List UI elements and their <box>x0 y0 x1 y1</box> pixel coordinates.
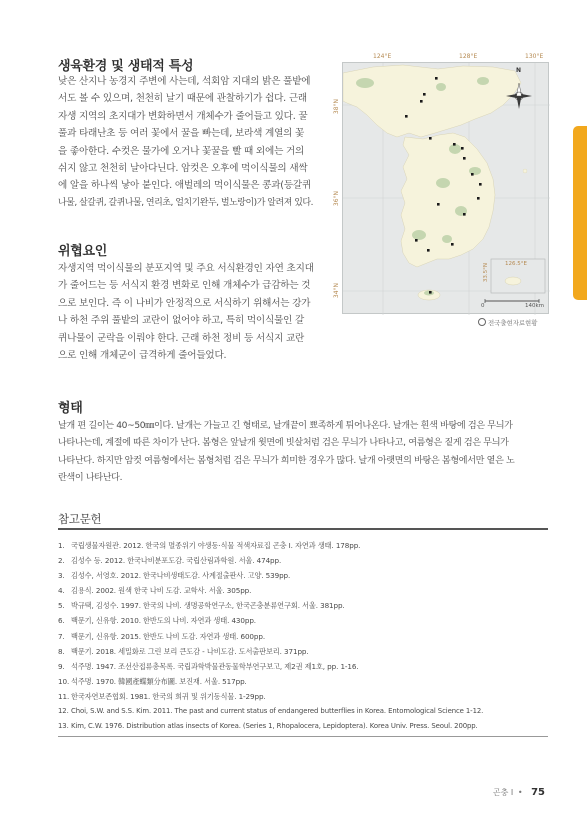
list-item: 3. 김성수, 서영호. 2012. 한국나비생태도감. 사계절출판사. 고양. 539pp. <box>58 571 291 581</box>
footer-section: 곤충 I <box>492 788 514 797</box>
source-icon <box>478 318 486 326</box>
lat-label-34: 34°N <box>333 283 340 299</box>
text-line: 서도 볼 수 있으며, 천천히 날기 때문에 관찰하기가 쉽다. 근래 <box>58 93 307 105</box>
morphology-paragraph <box>58 418 558 488</box>
lat-label-36: 36°N <box>333 191 340 207</box>
list-item: 4. 김용식. 2002. 원색 한국 나비 도감. 교학사. 서울. 305pp. <box>58 586 252 596</box>
lon-label-128: 128°E <box>459 53 478 60</box>
north-land <box>343 65 521 137</box>
text-line: 을 좋아한다. 수컷은 물가에 오거나 꽃꿀을 빨 때 외에는 거의 <box>58 145 305 157</box>
map-source <box>478 318 537 327</box>
habitat-paragraph <box>58 73 333 212</box>
section-title-threat: 위협요인 <box>58 244 108 259</box>
list-item: 10. 석주명. 1970. 韓國產蝶類分布圖. 보진재. 서울. 517pp. <box>58 676 247 686</box>
text-line: 낮은 산지나 농경지 주변에 사는데, 석회암 지대의 밝은 풀밭에 <box>58 76 311 87</box>
scale-end-label: 140km <box>525 303 545 309</box>
text-line: 가 줄어드는 등 서식지 환경 변화로 인해 개체수가 급감하는 것 <box>58 280 311 292</box>
ulleung-island <box>523 169 527 173</box>
references-bottom-rule <box>58 736 548 737</box>
lon-label-130: 130°E <box>525 53 544 60</box>
south-land <box>401 133 495 267</box>
text-line: 쉬지 않고 천천히 날아다닌다. 암컷은 오후에 먹이식물의 새싹 <box>58 163 308 175</box>
lat-label-38: 38°N <box>333 99 340 115</box>
inset-island <box>505 277 521 285</box>
chapter-tab <box>573 126 587 300</box>
page-number: 75 <box>531 787 545 798</box>
distribution-map <box>333 53 549 314</box>
list-item: 13. Kim, C.W. 1976. Distribution atlas insects of Korea. (Series 1, Rhopalocera, Lepidoptera). Korea Univ. Press. Seoul. 200pp. <box>58 722 478 731</box>
text-line: 으로 인해 개체군이 급격하게 줄어들었다. <box>58 350 227 362</box>
threat-paragraph <box>58 260 333 364</box>
list-item: 6. 백문기, 신유항. 2010. 한반도의 나비. 자연과 생태. 430pp. <box>58 616 256 626</box>
text-line: 날개 편 길이는 40~50㎜이다. 날개는 가늘고 긴 형태로, 날개끝이 뾰족하게 튀어나온다. 날개는 흰색 바탕에 검은 무늬가 <box>58 421 513 431</box>
footer-separator: • <box>517 788 523 797</box>
list-item: 11. 한국자연보존협회. 1981. 한국의 희귀 및 위기동식물. 1-29pp. <box>58 691 266 701</box>
list-item: 2. 김성수 등. 2012. 한국나비분포도감. 국립산림과학원. 서울. 474pp. <box>58 556 282 566</box>
section-title-habitat: 생육환경 및 생태적 특성 <box>58 59 194 74</box>
text-line: 에 알을 하나씩 낳아 붙인다. 애벌레의 먹이식물은 콩과(등갈퀴 <box>58 180 312 192</box>
list-item: 12. Choi, S.W. and S.S. Kim. 2011. The past and current status of endangered butterflies in Korea. Entomological Science 1-12. <box>58 707 484 716</box>
section-title-morphology: 형태 <box>58 401 83 416</box>
map-svg <box>343 63 550 315</box>
text-line: 자생지역 먹이식물의 분포지역 및 주요 서식환경인 자연 초지대 <box>58 263 314 274</box>
references-list <box>58 538 558 734</box>
page-footer <box>493 787 545 798</box>
list-item: 7. 백문기, 신유항. 2015. 한반도 나비 도감. 자연과 생태. 600pp. <box>58 631 265 641</box>
section-title-references: 참고문헌 <box>58 512 102 526</box>
inset-lon-label: 126.5°E <box>505 261 527 267</box>
list-item: 1. 국립생물자원관. 2012. 한국의 멸종위기 야생동·식물 적색자료집 곤충 I. 자연과 생태. 178pp. <box>58 541 361 550</box>
source-label: 전국출현자료현황 <box>488 319 538 327</box>
list-item: 5. 박규택, 김성수. 1997. 한국의 나비. 생명공학연구소, 한국곤충분류연구회. 서울. 381pp. <box>58 601 345 611</box>
list-item: 8. 백문기. 2018. 세밀화로 그린 보리 큰도감 - 나비도감. 도서출판보리. 371pp. <box>58 646 309 656</box>
lon-label-124: 124°E <box>373 53 392 60</box>
list-item: 9. 석주명. 1947. 조선산접류총목록. 국립과학박물관동물학부연구보고, 제2권 제1호, pp. 1-16. <box>58 661 359 671</box>
text-line: 나타나는데, 계절에 따른 차이가 난다. 봄형은 앞날개 윗면에 빗살처럼 검은 무늬가 나타나고, 여름형은 짙게 검은 무늬가 <box>58 438 509 449</box>
text-line: 나 하천 주위 풀밭의 교란이 없어야 하고, 특히 먹이식물인 갈 <box>58 315 305 327</box>
references-top-rule <box>58 528 548 530</box>
text-line: 퀴나물이 군락을 이뤄야 한다. 근래 하천 정비 등 서식지 교란 <box>58 332 305 344</box>
text-line: 나물, 살갈퀴, 갈퀴나물, 연리초, 얼치기완두, 벌노랑이)가 알려져 있다. <box>58 197 313 208</box>
text-line: 나타난다. 하지만 암컷 여름형에서는 봄형처럼 검은 무늬가 희미한 경우가 많다. 날개 아랫면의 바탕은 봄형에서만 옅은 노 <box>58 455 515 466</box>
north-label: N <box>516 67 522 74</box>
text-line: 으로 보인다. 즉 이 나비가 안정적으로 서식하기 위해서는 강가 <box>58 297 311 309</box>
text-line: 란색이 나타난다. <box>58 473 123 484</box>
text-line: 자생 지역의 초지대가 변화하면서 개체수가 줄어들고 있다. 꿀 <box>58 110 308 122</box>
scale-start-label: 0 <box>481 303 485 309</box>
text-line: 풀과 타래난초 등 여러 꽃에서 꿀을 빠는데, 보라색 계열의 꽃 <box>58 128 305 140</box>
lat-label-inset: 33.5°N <box>483 263 489 283</box>
